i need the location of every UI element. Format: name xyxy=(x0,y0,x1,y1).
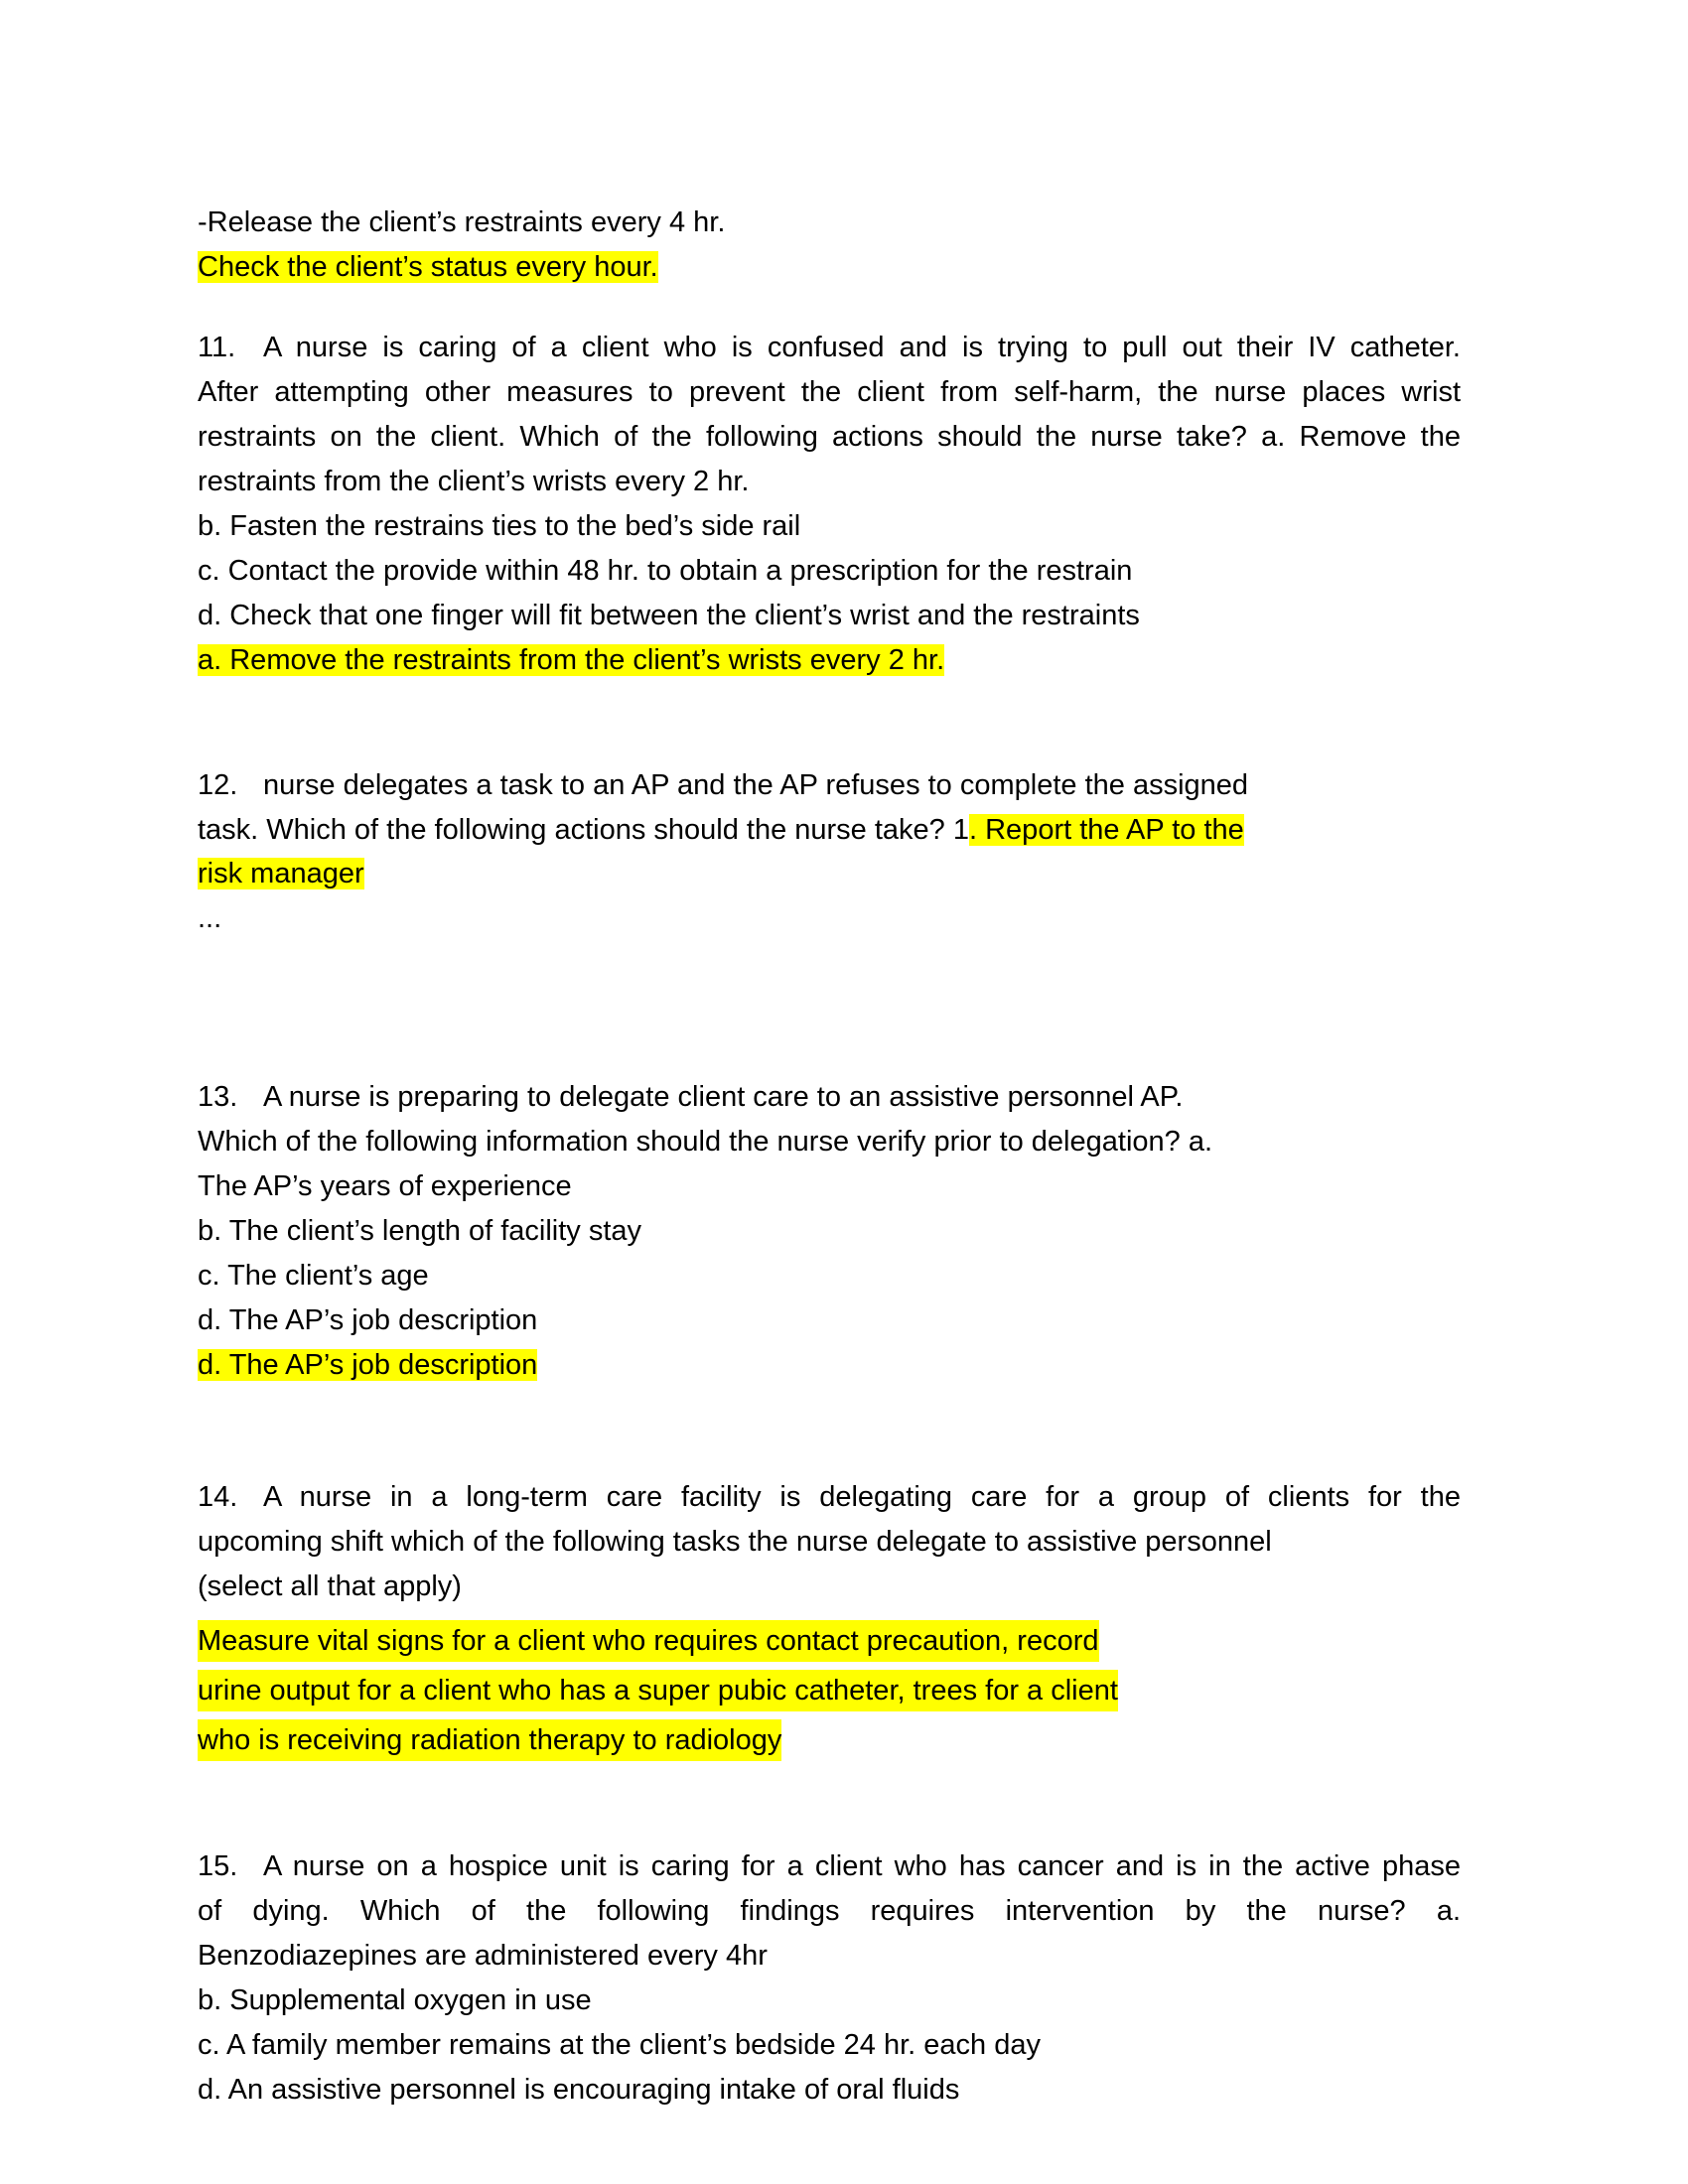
q11-stem-1: A nurse is caring of a client who is confused and is trying to pull out their IV catheter. xyxy=(263,332,1461,363)
q12-ellipsis: ... xyxy=(198,902,222,934)
q13-answer xyxy=(198,1345,537,1385)
q11-line-1 xyxy=(198,328,1461,367)
q12-line-3 xyxy=(198,854,364,893)
q15-line-2: of dying. Which of the following findings requires intervention by the nurse? a. xyxy=(198,1895,1461,1927)
q10-answer xyxy=(198,247,658,287)
q15-option-c: c. A family member remains at the client’s bedside 24 hr. each day xyxy=(198,2029,1041,2061)
q11-answer-highlight: a. Remove the restraints from the client’s wrists every 2 hr. xyxy=(198,644,945,676)
q12-stem-1: nurse delegates a task to an AP and the AP refuses to complete the assigned xyxy=(263,769,1249,801)
q13-stem-1: A nurse is preparing to delegate client care to an assistive personnel AP. xyxy=(263,1081,1184,1113)
q13-option-c: c. The client’s age xyxy=(198,1260,429,1292)
q15-option-d: d. An assistive personnel is encouraging intake of oral fluids xyxy=(198,2074,960,2106)
q13-option-d: d. The AP’s job description xyxy=(198,1304,538,1336)
q13-line-1 xyxy=(198,1077,1183,1117)
q11-line-3: restraints on the client. Which of the following actions should the nurse take? a. Remove the xyxy=(198,421,1461,453)
q14-stem-1: A nurse in a long-term care facility is delegating care for a group of clients for the xyxy=(263,1481,1461,1513)
q12-line-2 xyxy=(198,810,1244,850)
q11-line-2: After attempting other measures to prevent the client from self-harm, the nurse places wrist xyxy=(198,376,1461,408)
q11-line-4: restraints from the client’s wrists every 2 hr. xyxy=(198,466,750,497)
q13-number: 13. xyxy=(198,1081,238,1113)
q14-answer-highlight-1: Measure vital signs for a client who requires contact precaution, record xyxy=(198,1620,1099,1662)
q14-answer-highlight-2: urine output for a client who has a super pubic catheter, trees for a client xyxy=(198,1670,1118,1711)
q11-answer xyxy=(198,640,944,680)
q15-line-1 xyxy=(198,1846,1461,1886)
q15-number: 15. xyxy=(198,1850,238,1882)
q14-answer-1 xyxy=(198,1616,1099,1666)
q12-answer-highlight-1: . Report the AP to the xyxy=(969,814,1244,846)
q12-stem-2: task. Which of the following actions should the nurse take? 1 xyxy=(198,814,969,846)
q13-answer-highlight: d. The AP’s job description xyxy=(198,1349,538,1381)
q10-answer-highlight: Check the client’s status every hour. xyxy=(198,251,658,283)
q14-number: 14. xyxy=(198,1481,238,1513)
q10-line-1: -Release the client’s restraints every 4 hr. xyxy=(198,206,726,238)
q11-option-b: b. Fasten the restrains ties to the bed’s side rail xyxy=(198,510,801,542)
q11-option-c: c. Contact the provide within 48 hr. to obtain a prescription for the restrain xyxy=(198,555,1133,587)
q14-line-2: upcoming shift which of the following tasks the nurse delegate to assistive personnel xyxy=(198,1526,1272,1558)
q14-line-1 xyxy=(198,1477,1461,1517)
q12-answer-highlight-2: risk manager xyxy=(198,858,364,889)
q13-line-2: Which of the following information should the nurse verify prior to delegation? a. xyxy=(198,1126,1213,1158)
q11-option-d: d. Check that one finger will fit between the client’s wrist and the restraints xyxy=(198,600,1140,631)
q15-stem-1: A nurse on a hospice unit is caring for a client who has cancer and is in the active phase xyxy=(263,1850,1461,1882)
q12-line-1 xyxy=(198,765,1248,805)
q13-line-3: The AP’s years of experience xyxy=(198,1170,572,1202)
q15-option-b: b. Supplemental oxygen in use xyxy=(198,1984,592,2016)
q13-option-b: b. The client’s length of facility stay xyxy=(198,1215,642,1247)
q14-answer-3 xyxy=(198,1715,781,1765)
q12-number: 12. xyxy=(198,769,238,801)
q15-line-3: Benzodiazepines are administered every 4hr xyxy=(198,1940,768,1972)
q14-answer-2 xyxy=(198,1666,1118,1715)
q14-line-3: (select all that apply) xyxy=(198,1570,462,1602)
q11-number: 11. xyxy=(198,332,236,363)
q14-answer-highlight-3: who is receiving radiation therapy to radiology xyxy=(198,1719,781,1761)
